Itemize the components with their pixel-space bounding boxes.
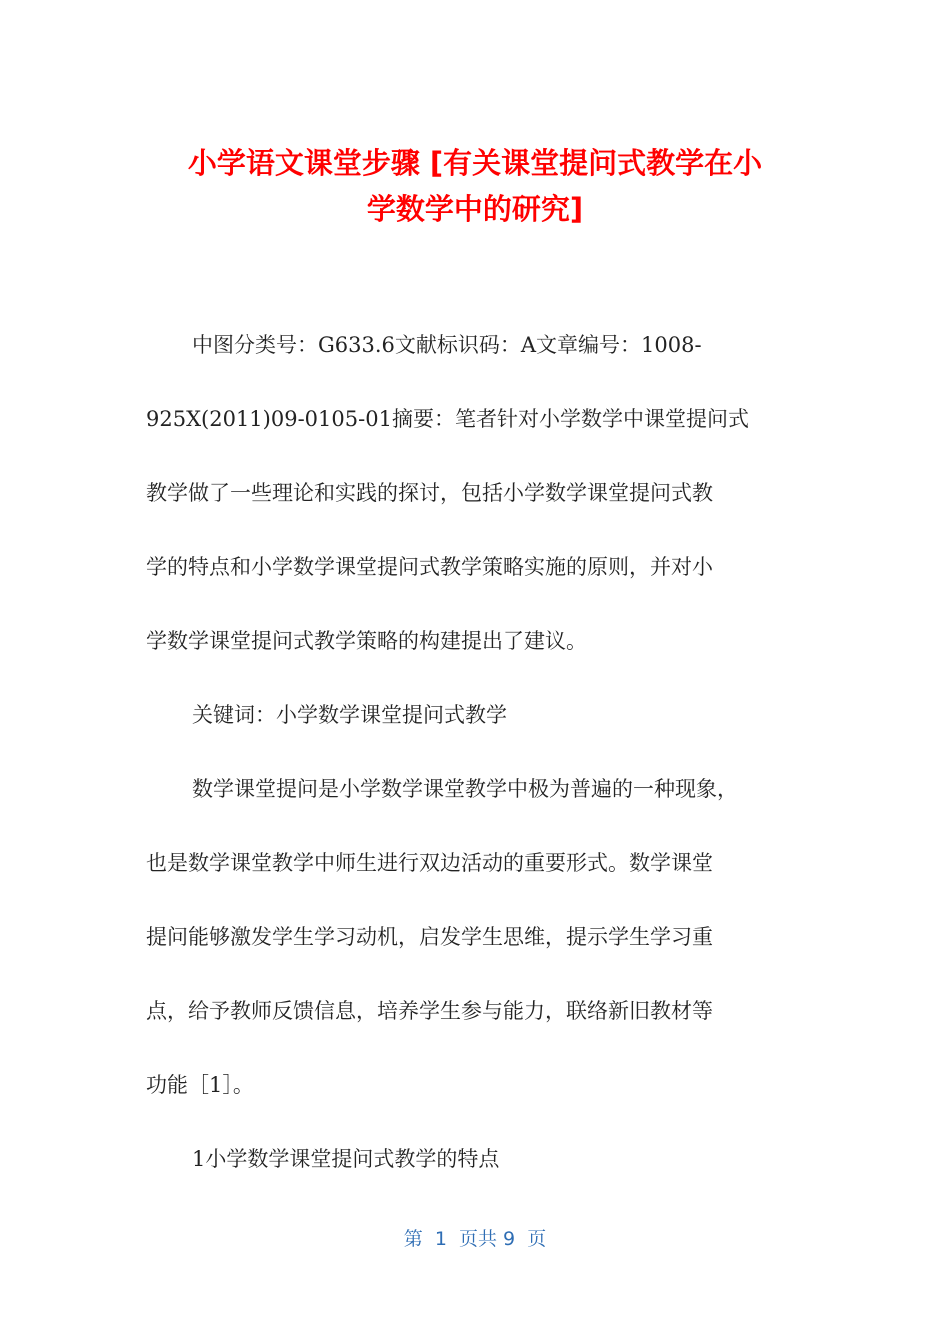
abstract-line: 学的特点和小学数学课堂提问式教学策略实施的原则，并对小 — [146, 555, 713, 579]
classification-line: 中图分类号：G633.6文献标识码：A文章编号：1008- — [192, 333, 702, 357]
abstract-line: 教学做了一些理论和实践的探讨，包括小学数学课堂提问式教 — [146, 481, 713, 505]
paragraph-line: 功能［1］。 — [146, 1073, 254, 1097]
paragraph-line: 也是数学课堂教学中师生进行双边活动的重要形式。数学课堂 — [146, 851, 713, 875]
page-number-footer: 第 1 页共 9 页 — [403, 1228, 547, 1250]
keywords-line: 关键词：小学数学课堂提问式教学 — [192, 703, 507, 727]
abstract-line: 925X(2011)09-0105-01摘要：笔者针对小学数学中课堂提问式 — [146, 407, 749, 431]
title-line-2: 学数学中的研究] — [366, 192, 584, 226]
section-heading: 1小学数学课堂提问式教学的特点 — [192, 1147, 500, 1171]
paragraph-line: 提问能够激发学生学习动机，启发学生思维，提示学生学习重 — [146, 925, 713, 949]
document-title — [140, 140, 810, 232]
paragraph-line: 数学课堂提问是小学数学课堂教学中极为普遍的一种现象， — [192, 777, 738, 801]
abstract-line: 学数学课堂提问式教学策略的构建提出了建议。 — [146, 629, 587, 653]
paragraph-line: 点，给予教师反馈信息，培养学生参与能力，联络新旧教材等 — [146, 999, 713, 1023]
title-line-1: 小学语文课堂步骤 [有关课堂提问式教学在小 — [187, 146, 763, 180]
